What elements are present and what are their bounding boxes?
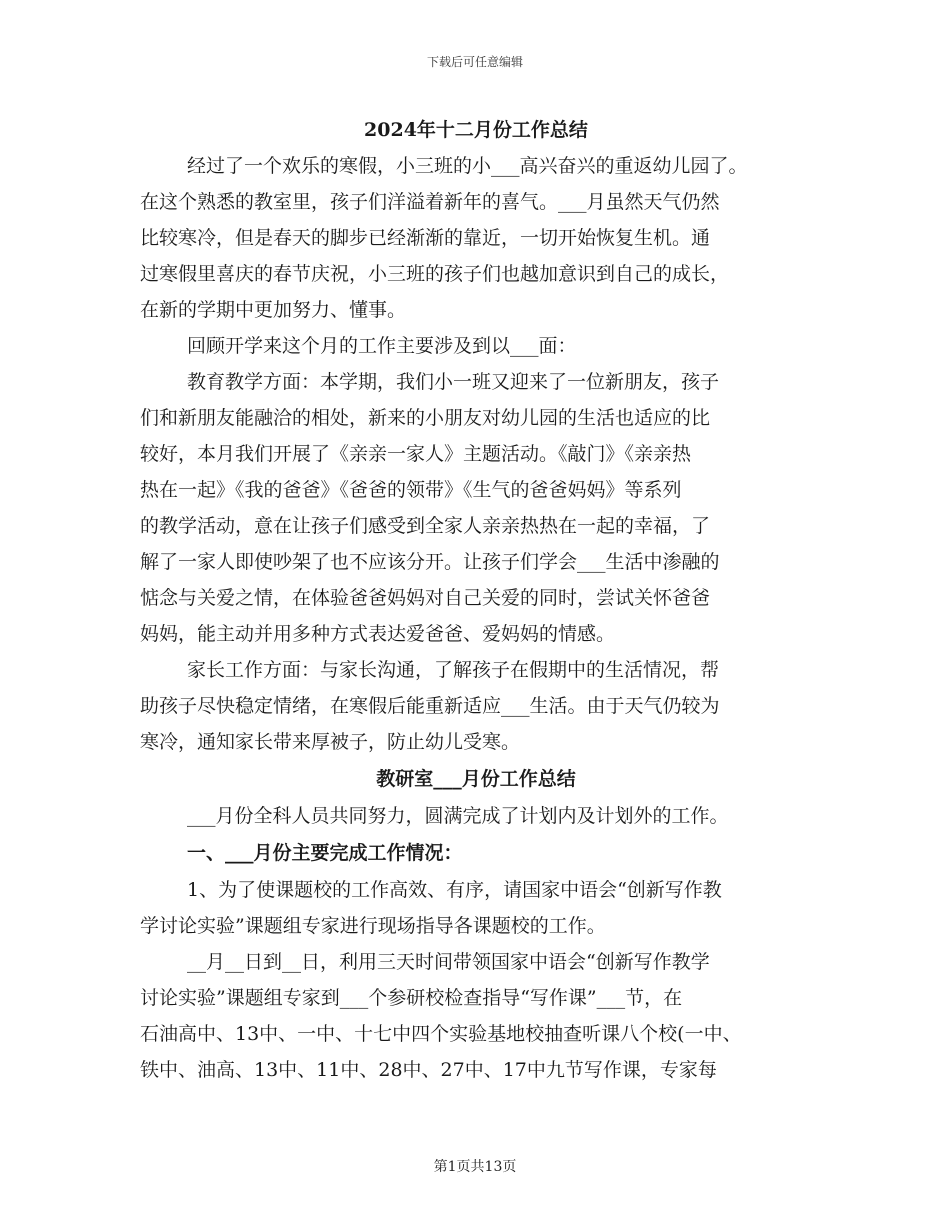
section-heading: 一、___月份主要完成工作情况： [187,842,463,864]
paragraph-4 [140,652,812,760]
text-line: 讨论实验”课题组专家到___个参研校检查指导“写作课”___节，在 [140,987,683,1009]
text-line: 教育教学方面：本学期，我们小一班又迎来了一位新朋友，孩子 [187,371,720,393]
text-line: 较好，本月我们开展了《亲亲一家人》主题活动。《敲门》《亲亲热 [140,443,692,465]
text-line: 在这个熟悉的教室里，孩子们洋溢着新年的喜气。___月虽然天气仍然 [140,191,720,213]
text-line: 热在一起》《我的爸爸》《爸爸的领带》《生气的爸爸妈妈》等系列 [140,479,682,501]
header-note: 下载后可任意编辑 [426,55,523,69]
text-line: ___月份全科人员共同努力，圆满完成了计划内及计划外的工作。 [187,805,729,827]
text-line: 惦念与关爱之情，在体验爸爸妈妈对自己关爱的同时，尝试关怀爸爸 [140,587,711,609]
text-line: __月__日到__日，利用三天时间带领国家中语会“创新写作教学 [187,951,710,973]
document-content [140,112,812,1088]
paragraph-6 [140,872,812,944]
text-line: 家长工作方面：与家长沟通，了解孩子在假期中的生活情况，帮 [187,659,720,681]
text-line: 铁中、油高、13中、11中、28中、27中、17中九节写作课，专家每 [140,1059,717,1081]
paragraph-7 [140,944,812,1088]
text-line: 1、为了使课题校的工作高效、有序，请国家中语会“创新写作教 [187,879,722,901]
text-line: 寒冷，通知家长带来厚被子，防止幼儿受寒。 [140,731,521,753]
paragraph-3 [140,364,812,652]
text-line: 经过了一个欢乐的寒假，小三班的小___高兴奋兴的重返幼儿园了。 [187,155,748,177]
text-line: 助孩子尽快稳定情绪，在寒假后能重新适应___生活。由于天气仍较为 [140,695,720,717]
text-line: 解了一家人即使吵架了也不应该分开。让孩子们学会___生活中渗融的 [140,551,720,573]
text-line: 在新的学期中更加努力、懂事。 [140,299,407,321]
section-title: 教研室___月份工作总结 [376,768,576,790]
text-line: 们和新朋友能融洽的相处，新来的小朋友对幼儿园的生活也适应的比 [140,407,711,429]
paragraph-1 [140,148,812,328]
text-line: 的教学活动，意在让孩子们感受到全家人亲亲热热在一起的幸福，了 [140,515,711,537]
text-line: 比较寒冷，但是春天的脚步已经渐渐的靠近，一切开始恢复生机。通 [140,227,711,249]
document-title: 2024年十二月份工作总结 [364,119,588,141]
page-number: 第1页共13页 [433,1159,517,1175]
paragraph-2 [140,328,812,364]
text-line: 过寒假里喜庆的春节庆祝，小三班的孩子们也越加意识到自己的成长， [140,263,730,285]
paragraph-5 [140,798,812,834]
text-line: 石油高中、13中、一中、十七中四个实验基地校抽查听课八个校(一中、 [140,1023,742,1045]
text-line: 回顾开学来这个月的工作主要涉及到以___面： [187,335,577,357]
text-line: 妈妈，能主动并用多种方式表达爱爸爸、爱妈妈的情感。 [140,623,616,645]
text-line: 学讨论实验”课题组专家进行现场指导各课题校的工作。 [140,915,606,937]
